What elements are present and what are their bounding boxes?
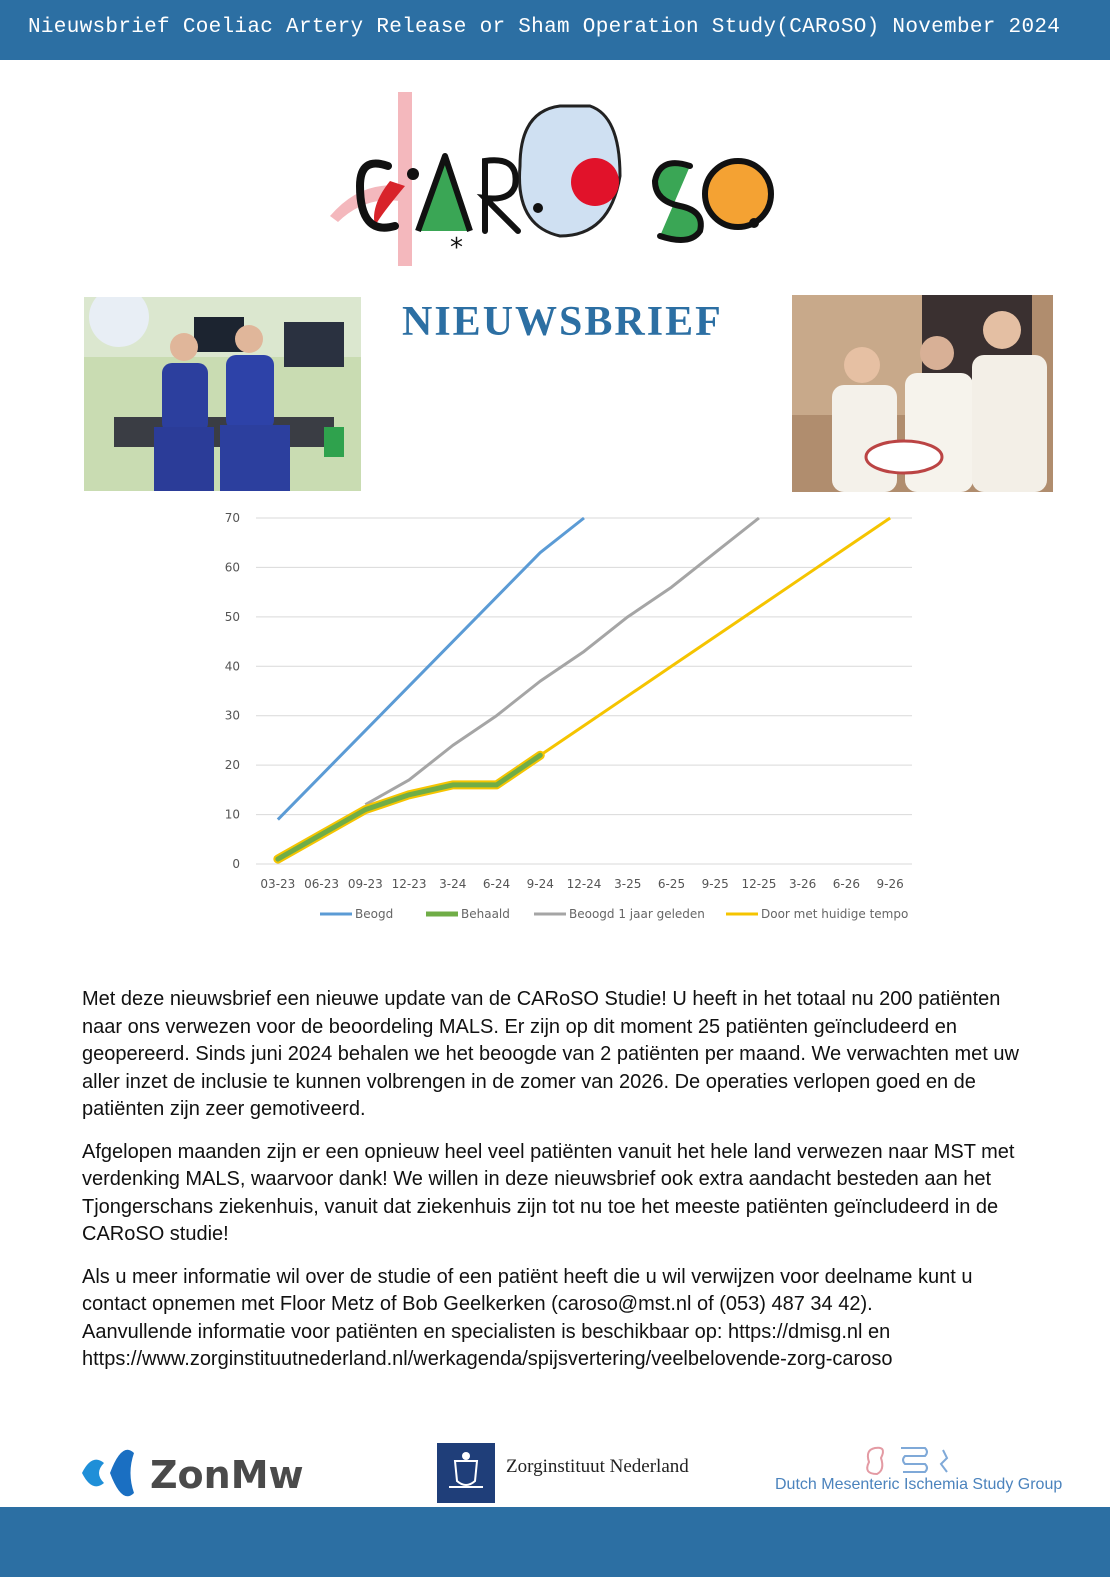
- x-tick-label: 6-26: [832, 877, 861, 891]
- series-line-behaald: [278, 755, 540, 859]
- x-tick-label: 9-26: [876, 877, 904, 891]
- paragraph-contact: Als u meer informatie wil over de studie of een patiënt heeft die u wil verwijzen voor deelname kunt u contact opnemen met Floor Metz of Bob Geelkerken (caroso@mst.nl of (053) 487 34 42).: [82, 1265, 973, 1315]
- newsletter-body: [82, 986, 1042, 1374]
- x-tick-label: 6-25: [657, 877, 686, 891]
- x-tick-label: 3-24: [439, 877, 467, 891]
- y-tick-label: 40: [224, 659, 240, 674]
- x-tick-label: 12-23: [391, 877, 427, 891]
- chart-legend: [320, 907, 908, 921]
- series-line: [278, 518, 584, 820]
- y-tick-label: 10: [224, 807, 240, 822]
- x-tick-label: 06-23: [304, 877, 340, 891]
- x-tick-label: 12-24: [566, 877, 602, 891]
- x-tick-label: 09-23: [347, 877, 383, 891]
- y-tick-label: 60: [224, 560, 240, 575]
- nurses-photo: [792, 295, 1053, 492]
- dmisg-organ-icons: [855, 1440, 965, 1480]
- y-tick-label: 50: [224, 609, 240, 624]
- paragraph-links: Aanvullende informatie voor patiënten en specialisten is beschikbaar op: https://dmisg.nl en https://www.zorginstituutnederland.nl/werkagenda/spijsvertering/veelbelovende-zorg-caroso: [82, 1320, 893, 1370]
- header-title: Nieuwsbrief Coeliac Artery Release or Sham Operation Study(CARoSO) November 2024: [28, 16, 1061, 39]
- footer-bar: [0, 1507, 1110, 1577]
- surgeons-photo: [84, 297, 361, 491]
- dmisg-logo: Dutch Mesenteric Ischemia Study Group: [775, 1476, 1063, 1493]
- x-tick-label: 9-24: [526, 877, 554, 891]
- y-tick-label: 70: [224, 511, 240, 525]
- newsletter-title: NIEUWSBRIEF: [402, 299, 723, 345]
- paragraph-update: Met deze nieuwsbrief een nieuwe update van de CARoSO Studie! U heeft in het totaal nu 200 patiënten naar ons verwezen voor de beoordeling MALS. Er zijn op dit moment 25 patiënten geïncludeerd en geopereerd. Sinds juni 2024 behalen we het beoogde van 2 patiënten per maand. We verwachten met uw aller inzet de inclusie te kunnen volbrengen in de zomer van 2026. De operaties verlopen goed en de patiënten zijn zeer gemotiveerd.: [82, 988, 1019, 1120]
- y-axis-ticks: [225, 511, 240, 871]
- legend-label: Behaald: [461, 907, 510, 921]
- x-tick-label: 6-24: [482, 877, 511, 891]
- zorginstituut-logo: Zorginstituut Nederland: [506, 1456, 689, 1477]
- series-line-outline: [278, 755, 540, 859]
- legend-label: Beoogd 1 jaar geleden: [569, 907, 705, 921]
- zorginstituut-crest-icon: [437, 1443, 495, 1503]
- y-tick-label: 30: [224, 708, 240, 723]
- x-tick-label: 3-25: [614, 877, 642, 891]
- chart-lines: [278, 518, 890, 859]
- x-tick-label: 12-25: [741, 877, 777, 891]
- series-line: [365, 518, 759, 805]
- x-tick-label: 9-25: [701, 877, 729, 891]
- y-tick-label: 20: [224, 758, 240, 773]
- zonmw-logo: ZonMw: [150, 1453, 304, 1497]
- header-bar: [0, 0, 1110, 60]
- caroso-logo: [320, 86, 790, 286]
- logo-asterisk: *: [450, 233, 463, 263]
- x-axis-ticks: [260, 877, 903, 891]
- inclusion-chart: [200, 505, 940, 940]
- x-tick-label: 03-23: [260, 877, 296, 891]
- legend-label: Door met huidige tempo: [761, 907, 909, 921]
- y-tick-label: 0: [232, 857, 240, 871]
- legend-label: Beogd: [355, 907, 394, 921]
- x-tick-label: 3-26: [789, 877, 817, 891]
- paragraph-referrals: Afgelopen maanden zijn er een opnieuw heel veel patiënten vanuit het hele land verwezen naar MST met verdenking MALS, waarvoor dank! We willen in deze nieuwsbrief ook extra aandacht besteden aan het Tjongerschans ziekenhuis, vanuit dat ziekenhuis zijn tot nu toe het meeste patiënten geïncludeerd in de CARoSO studie!: [82, 1140, 1015, 1245]
